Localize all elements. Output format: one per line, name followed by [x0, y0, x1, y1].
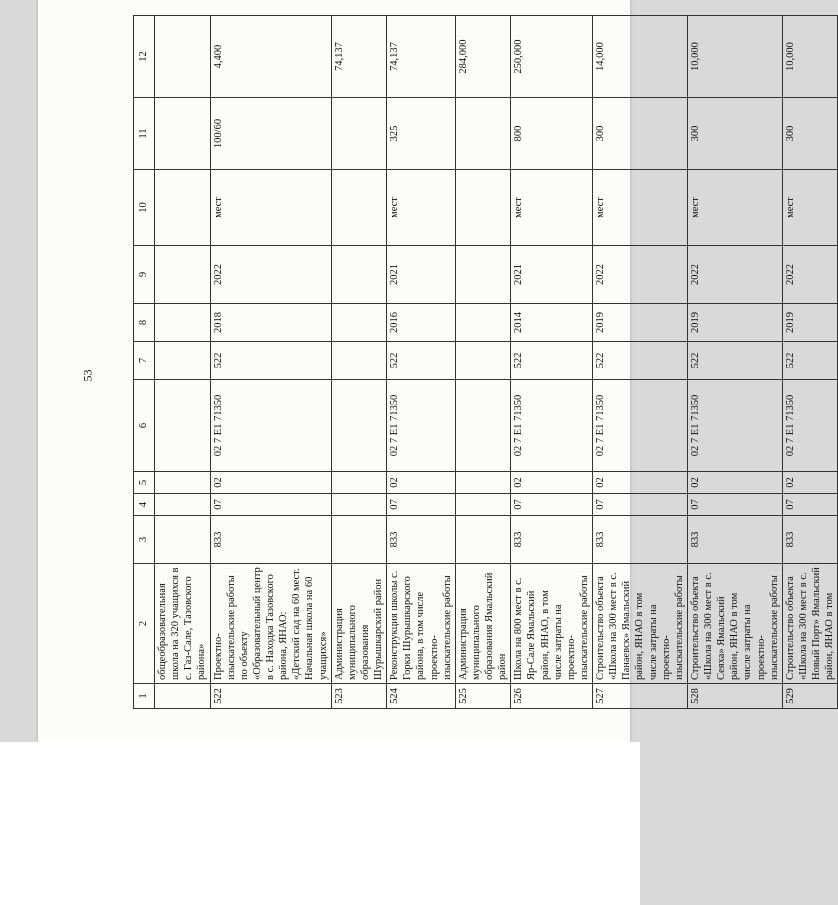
table-cell: 522 [210, 684, 331, 709]
table-cell: 2016 [387, 304, 456, 342]
table-cell: 250,000 [511, 16, 593, 98]
table-cell: 2018 [210, 304, 331, 342]
table-cell [155, 170, 211, 246]
table-cell: 833 [511, 516, 593, 564]
table-row [387, 16, 456, 709]
table-cell [455, 304, 511, 342]
table-cell [155, 304, 211, 342]
scan-background [0, 742, 640, 905]
table-cell [155, 684, 211, 709]
table-cell: 325 [387, 98, 456, 170]
table-cell: 14,000 [593, 16, 688, 98]
table-cell [331, 342, 387, 380]
table-cell [455, 98, 511, 170]
table-row [782, 16, 838, 709]
table-cell: 529 [782, 684, 838, 709]
table-cell [455, 380, 511, 472]
table-cell: 02 7 E1 71350 [511, 380, 593, 472]
table-cell: 2022 [593, 246, 688, 304]
table-cell: 2019 [593, 304, 688, 342]
header-row [134, 16, 155, 709]
table-cell [331, 98, 387, 170]
table-cell: 2022 [782, 246, 838, 304]
table-cell [155, 516, 211, 564]
table-cell [331, 304, 387, 342]
table-cell-name: Строительство объекта «Школа на 300 мест в с. Сеяха» Ямальский район, ЯНАО в том числе затраты на проектно-изыскательские работы [687, 564, 782, 684]
table-cell [331, 170, 387, 246]
table-cell: 833 [782, 516, 838, 564]
table-cell [455, 246, 511, 304]
table-cell: 522 [511, 342, 593, 380]
table-cell: мест [782, 170, 838, 246]
table-row [155, 16, 211, 709]
table-cell [155, 98, 211, 170]
table-cell: мест [210, 170, 331, 246]
column-header: 6 [134, 380, 155, 472]
table-cell-name: Строительство объекта «Школа на 300 мест в с. Новый Порт» Ямальский район, ЯНАО в том [782, 564, 838, 684]
table-cell: 4,400 [210, 16, 331, 98]
document-page [38, 0, 836, 742]
table-cell: 10,000 [782, 16, 838, 98]
table-cell: 02 [687, 472, 782, 494]
table-cell [455, 170, 511, 246]
table-cell [155, 380, 211, 472]
table-cell: 800 [511, 98, 593, 170]
table-cell: 833 [210, 516, 331, 564]
table-cell: 833 [593, 516, 688, 564]
table-cell [155, 16, 211, 98]
table-cell: 02 [210, 472, 331, 494]
table-cell: 284,000 [455, 16, 511, 98]
table-cell [155, 342, 211, 380]
table-cell: 2021 [387, 246, 456, 304]
table-cell: 2022 [687, 246, 782, 304]
table-cell: 525 [455, 684, 511, 709]
table-row [455, 16, 511, 709]
column-header: 2 [134, 564, 155, 684]
table-cell: 524 [387, 684, 456, 709]
table-cell: 02 [782, 472, 838, 494]
table-cell-name: общеобразовательная школа на 320 учащихся в с. Газ-Сале, Тазовского района» [155, 564, 211, 684]
table-cell: 523 [331, 684, 387, 709]
table-cell: 07 [387, 494, 456, 516]
column-header: 8 [134, 304, 155, 342]
table-cell: мест [687, 170, 782, 246]
table-cell-name: Реконструкция школы с. Горки Шурышкарского района, в том числе проектно-изыскательские работы [387, 564, 456, 684]
table-cell-name: Проектно-изыскательские работы по объекту «Образовательный центр в с. Находка Тазовского района, ЯНАО: «Детский сад на 60 мест. Начальная школа на 60 учащихся» [210, 564, 331, 684]
table-cell-name: Строительство объекта «Школа на 300 мест в с. Панаевск» Ямальский район, ЯНАО в том числе затраты на проектно-изыскательские работы [593, 564, 688, 684]
table-cell [155, 472, 211, 494]
table-cell: 2019 [687, 304, 782, 342]
table-cell: 522 [593, 342, 688, 380]
table-row [210, 16, 331, 709]
table-cell [331, 246, 387, 304]
table-cell: 2022 [210, 246, 331, 304]
column-header: 4 [134, 494, 155, 516]
column-header: 3 [134, 516, 155, 564]
table-cell [455, 494, 511, 516]
table-cell: 300 [593, 98, 688, 170]
table-cell: 02 7 E1 71350 [782, 380, 838, 472]
table-cell [331, 494, 387, 516]
table-cell: 100/60 [210, 98, 331, 170]
table-cell: 10,000 [687, 16, 782, 98]
table-row [511, 16, 593, 709]
column-header: 12 [134, 16, 155, 98]
table-cell: 300 [782, 98, 838, 170]
table-wrapper [133, 16, 836, 709]
table-cell: 02 7 E1 71350 [593, 380, 688, 472]
table-cell-name: Администрация муниципального образования Шурышкарский район [331, 564, 387, 684]
table-cell [455, 516, 511, 564]
table-cell: мест [593, 170, 688, 246]
table-cell [331, 380, 387, 472]
table-cell: мест [387, 170, 456, 246]
table-cell: 74,137 [331, 16, 387, 98]
table-cell: 522 [687, 342, 782, 380]
table-cell: 526 [511, 684, 593, 709]
column-header: 10 [134, 170, 155, 246]
table-row [593, 16, 688, 709]
table-cell: 527 [593, 684, 688, 709]
table-cell: 300 [687, 98, 782, 170]
column-header: 11 [134, 98, 155, 170]
table-cell: 07 [210, 494, 331, 516]
table-cell: 07 [593, 494, 688, 516]
table-cell: 74,137 [387, 16, 456, 98]
table-cell [155, 494, 211, 516]
table-cell: 522 [210, 342, 331, 380]
table-cell: 02 [387, 472, 456, 494]
table-cell [331, 516, 387, 564]
table-cell: 07 [782, 494, 838, 516]
table-cell: 02 7 E1 71350 [687, 380, 782, 472]
table-cell: 07 [687, 494, 782, 516]
table-cell: 833 [387, 516, 456, 564]
budget-table [133, 15, 838, 709]
table-cell: 2021 [511, 246, 593, 304]
table-cell: 833 [687, 516, 782, 564]
table-cell: 2014 [511, 304, 593, 342]
table-cell-name: Администрация муниципального образования Ямальский район [455, 564, 511, 684]
table-cell: 2019 [782, 304, 838, 342]
table-cell [331, 472, 387, 494]
table-cell: мест [511, 170, 593, 246]
table-cell: 02 [593, 472, 688, 494]
column-header: 7 [134, 342, 155, 380]
table-cell: 02 [511, 472, 593, 494]
table-rotation-frame [133, 16, 836, 709]
table-cell: 02 7 E1 71350 [387, 380, 456, 472]
column-header: 9 [134, 246, 155, 304]
table-cell [455, 342, 511, 380]
table-cell: 528 [687, 684, 782, 709]
table-row [687, 16, 782, 709]
table-cell [155, 246, 211, 304]
table-cell: 522 [782, 342, 838, 380]
table-cell: 522 [387, 342, 456, 380]
column-header: 5 [134, 472, 155, 494]
table-cell: 07 [511, 494, 593, 516]
table-cell: 02 7 E1 71350 [210, 380, 331, 472]
table-cell-name: Школа на 800 мест в с. Яр-Сале Ямальский район, ЯНАО, в том числе затраты на проектно-изыскательские работы [511, 564, 593, 684]
page-number: 53 [80, 369, 95, 382]
table-row [331, 16, 387, 709]
table-cell [455, 472, 511, 494]
column-header: 1 [134, 684, 155, 709]
